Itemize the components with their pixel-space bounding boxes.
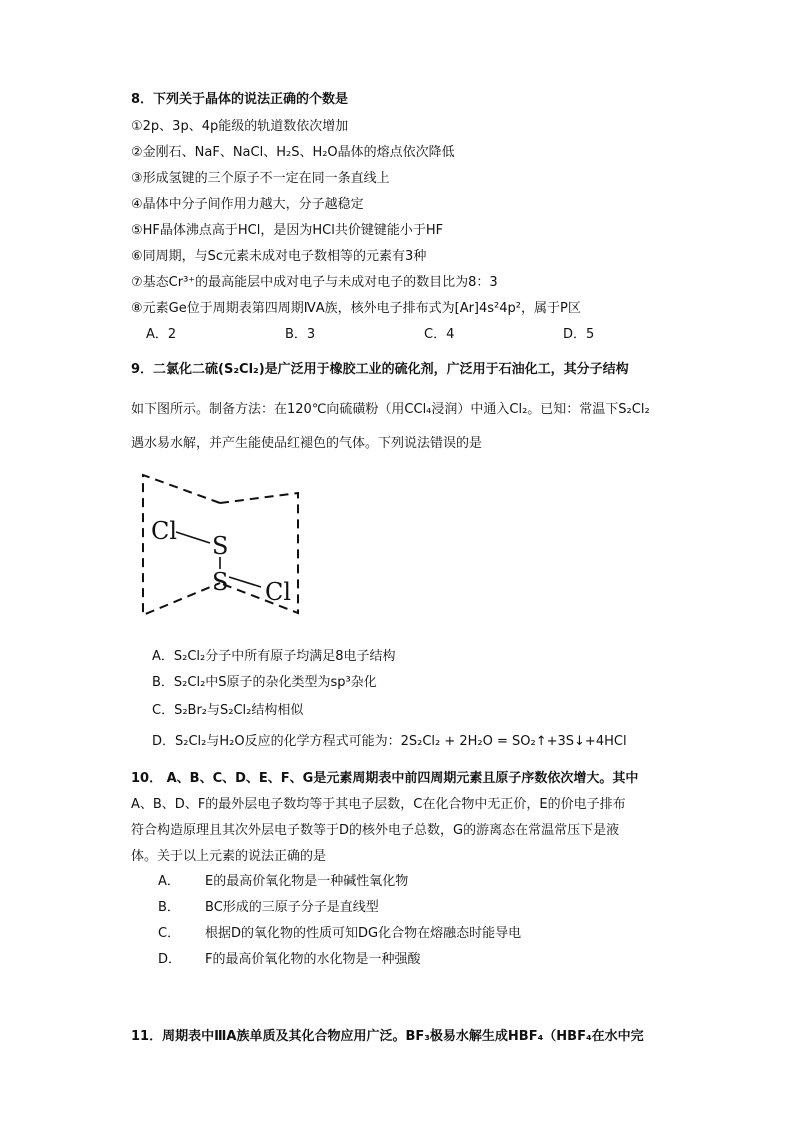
q10-option-a-text: E的最高价氧化物是一种碱性氧化物 xyxy=(205,874,409,889)
q8-options xyxy=(146,327,702,343)
q8-item-6: ⑥同周期，与Sc元素未成对电子数相等的元素有3种 xyxy=(131,249,427,264)
q9-stem-line2: 如下图所示。制备方法：在120℃向硫磺粉（用CCl₄浸润）中通入Cl₂。已知：常温下S₂Cl₂ xyxy=(131,402,650,417)
q9-stem-line1: 9．二氯化二硫(S₂Cl₂)是广泛用于橡胶工业的硫化剂，广泛用于石油化工，其分子结构 xyxy=(131,362,629,377)
left-dashed-plane xyxy=(143,475,220,615)
q8-item-4: ④晶体中分子间作用力越大，分子越稳定 xyxy=(131,197,364,212)
q9-option-a: A．S₂Cl₂分子中所有原子均满足8电子结构 xyxy=(152,649,396,664)
q10-option-a-letter: A． xyxy=(158,874,180,889)
q8-option-b: B．3 xyxy=(285,327,316,342)
q9-option-c: C．S₂Br₂与S₂Cl₂结构相似 xyxy=(152,703,304,718)
atom-cl-top: Cl xyxy=(151,517,178,545)
q8-option-d: D．5 xyxy=(563,327,595,342)
q10-option-d-text: F的最高价氧化物的水化物是一种强酸 xyxy=(205,952,421,967)
q9-option-d: D．S₂Cl₂与H₂O反应的化学方程式可能为：2S₂Cl₂ + 2H₂O = SO₂↑+3S↓+4HCl xyxy=(152,734,627,749)
atom-s-bottom: S xyxy=(212,568,229,596)
q8-item-2: ②金刚石、NaF、NaCl、H₂S、H₂O晶体的熔点依次降低 xyxy=(131,145,455,160)
q10-stem-line4: 体。关于以上元素的说法正确的是 xyxy=(131,849,327,864)
q10-option-c-text: 根据D的氧化物的性质可知DG化合物在熔融态时能导电 xyxy=(205,926,522,941)
s-cl-bond-bottom xyxy=(229,577,261,587)
q8-item-5: ⑤HF晶体沸点高于HCl，是因为HCl共价键键能小于HF xyxy=(131,223,444,238)
atom-s-top: S xyxy=(212,532,229,560)
q10-option-d-letter: D． xyxy=(158,952,182,967)
q10-stem-line3: 符合构造原理且其次外层电子数等于D的核外电子总数，G的游离态在常温常压下是液 xyxy=(131,823,620,838)
q10-stem-line2: A、B、D、F的最外层电子数均等于其电子层数，C在化合物中无正价，E的价电子排布 xyxy=(131,797,626,812)
q8-item-3: ③形成氢键的三个原子不一定在同一条直线上 xyxy=(131,171,390,186)
q8-option-c: C．4 xyxy=(424,327,455,342)
atom-cl-bottom: Cl xyxy=(265,578,292,606)
q8-item-7: ⑦基态Cr³⁺的最高能层中成对电子与未成对电子的数目比为8：3 xyxy=(131,275,498,290)
q9-option-b: B．S₂Cl₂中S原子的杂化类型为sp³杂化 xyxy=(152,675,377,690)
s2cl2-structure-figure xyxy=(125,465,325,630)
q8-item-1: ①2p、3p、4p能级的轨道数依次增加 xyxy=(131,119,349,134)
q8-item-8: ⑧元素Ge位于周期表第四周期ⅣA族，核外电子排布式为[Ar]4s²4p²，属于P区 xyxy=(131,301,581,316)
q8-option-a: A．2 xyxy=(146,327,177,342)
q9-stem-line3: 遇水易水解，并产生能使品红褪色的气体。下列说法错误的是 xyxy=(131,436,483,451)
q10-option-c-letter: C． xyxy=(158,926,181,941)
q8-stem: 8．下列关于晶体的说法正确的个数是 xyxy=(131,92,349,107)
q11-stem: 11．周期表中ⅢA族单质及其化合物应用广泛。BF₃极易水解生成HBF₄（HBF₄在水中完 xyxy=(131,1029,644,1044)
q10-option-b-text: BC形成的三原子分子是直线型 xyxy=(205,900,379,915)
q10-option-b-letter: B． xyxy=(158,900,180,915)
cl-s-bond-top xyxy=(176,532,210,543)
q10-stem-line1: 10． A、B、C、D、E、F、G是元素周期表中前四周期元素且原子序数依次增大。其中 xyxy=(131,771,639,786)
